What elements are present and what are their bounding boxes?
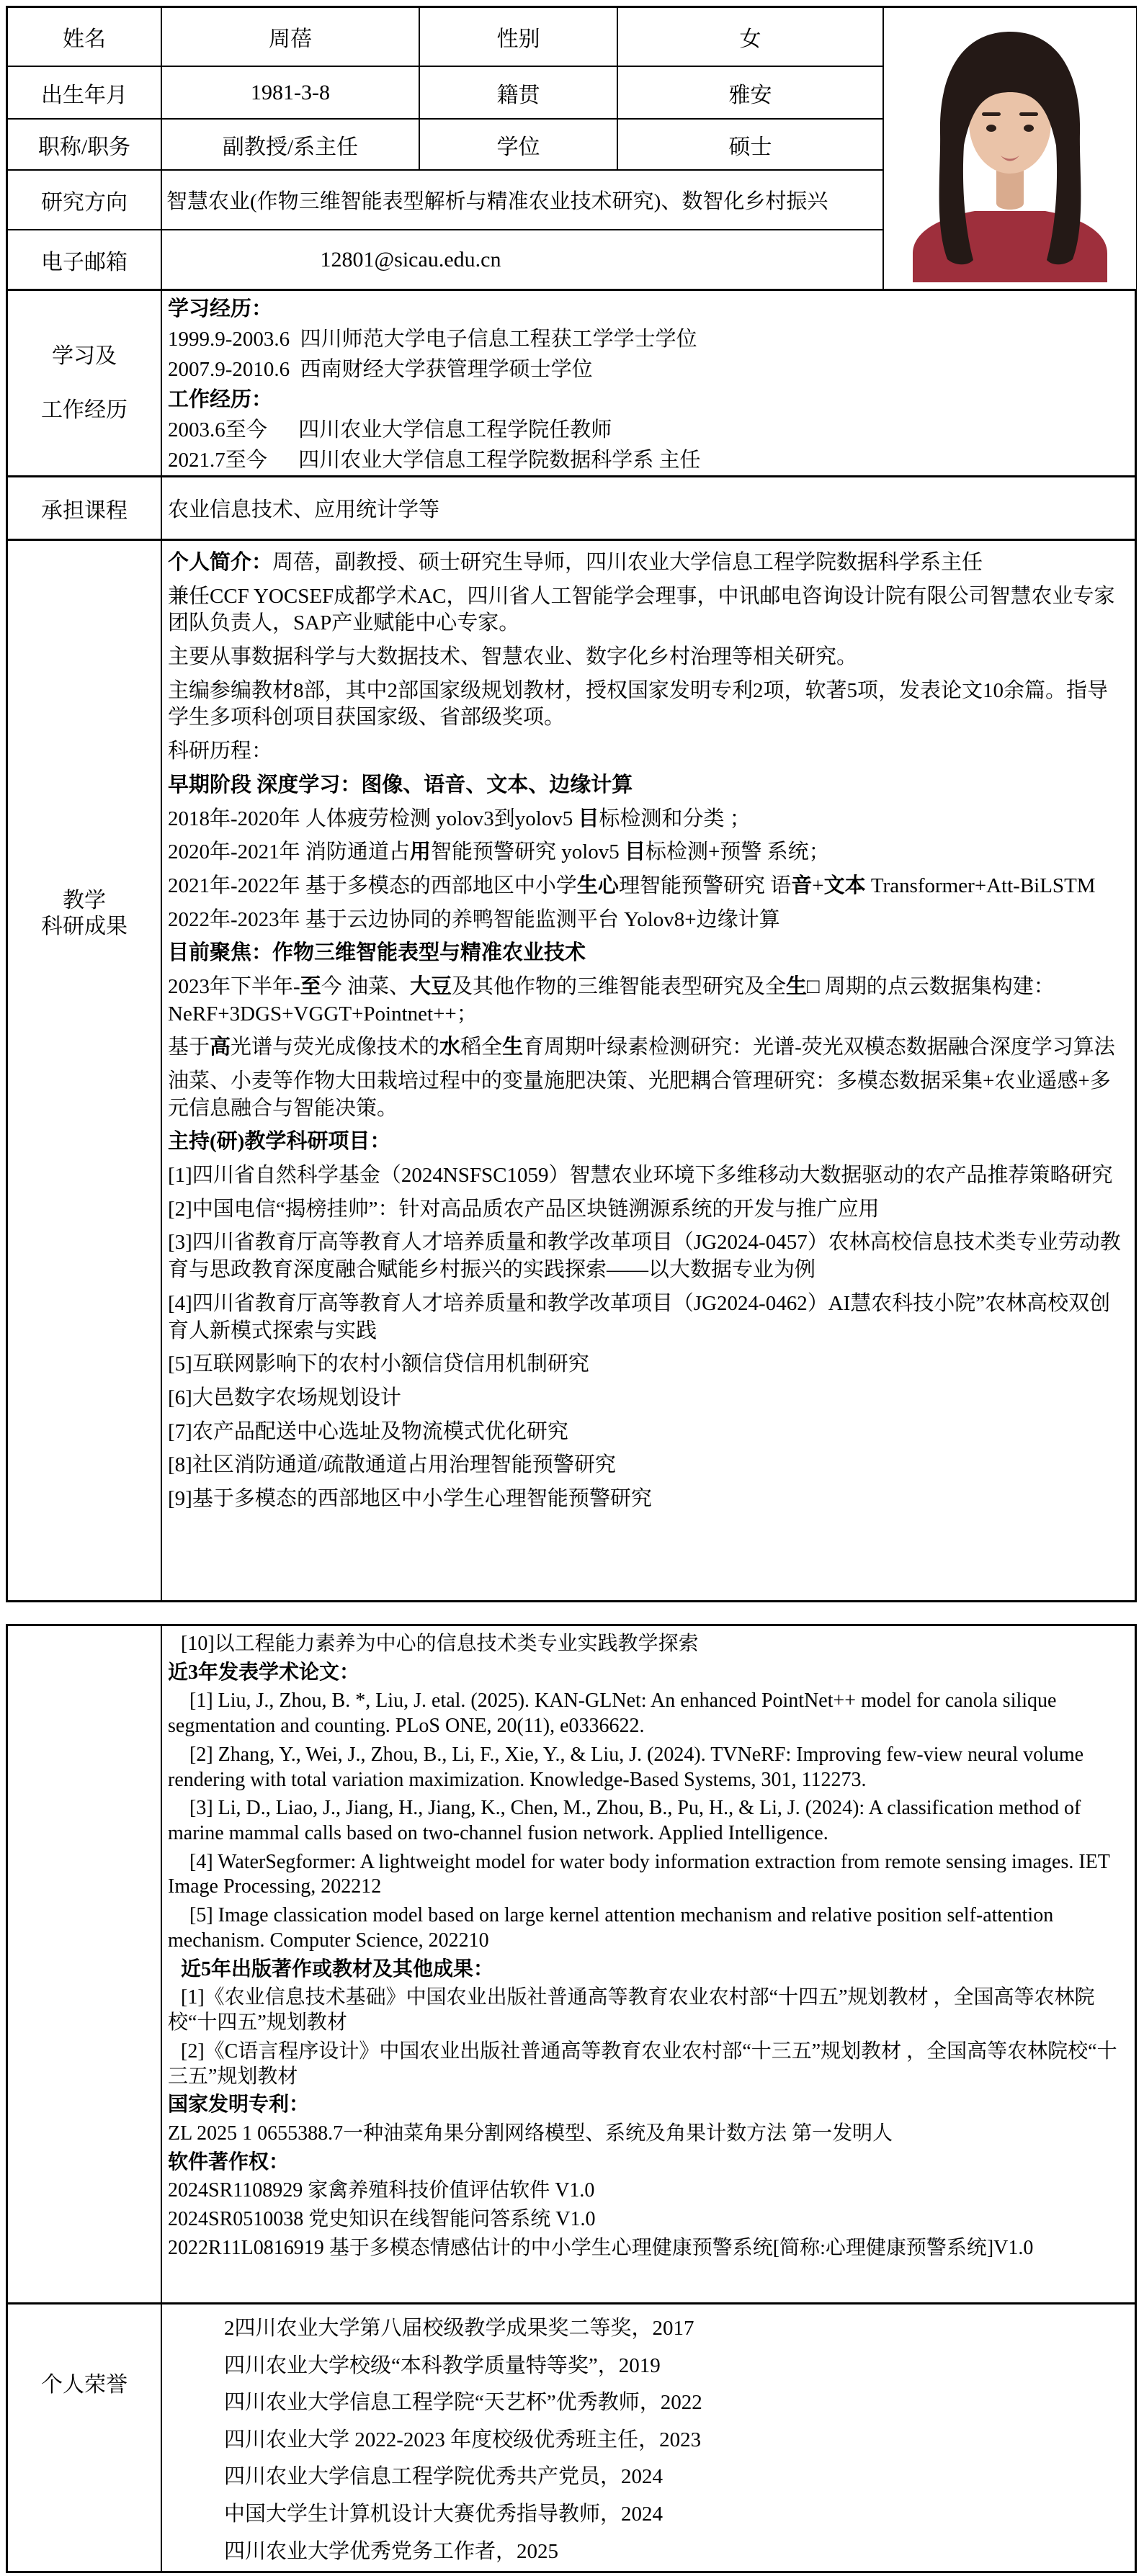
portrait-illustration — [891, 14, 1129, 282]
text-line: 2018年-2020年 人体疲劳检测 yolov3到yolov5 目标检测和分类 ； — [168, 807, 751, 830]
text-line: 2007.9-2010.6 西南财经大学获管理学硕士学位 — [168, 358, 593, 382]
row-birth-origin — [8, 67, 882, 120]
text-line: [8]社区消防通道/疏散通道占用治理智能预警研究 — [168, 1453, 616, 1477]
text-line: [6]大邑数字农场规划设计 — [168, 1386, 401, 1409]
text-line: 主编参编教材8部，其中2部国家级规划教材，授权国家发明专利2项，软著5项，发表论文10余篇。指导学生多项科创项目获国家级、省部级奖项。 — [168, 678, 1109, 730]
title-value: 副教授/系主任 — [162, 120, 420, 169]
left-eyebrow — [982, 112, 1001, 116]
text-line: 油菜、小麦等作物大田栽培过程中的变量施肥决策、光肥耦合管理研究：多模态数据采集+农业遥感+多元信息融合与智能决策。 — [168, 1069, 1111, 1120]
achievements-continued-content — [162, 1626, 1135, 2302]
birth-value: 1981-3-8 — [162, 67, 420, 118]
courses-content: 农业信息技术、应用统计学等 — [168, 498, 440, 521]
row-achievements — [8, 539, 1135, 1600]
row-achievements-continued — [8, 1626, 1135, 2302]
text-line: 学习经历： — [168, 297, 273, 320]
degree-value: 硕士 — [728, 135, 772, 159]
text-line: 基于高光谱与荧光成像技术的水稻全生育周期叶绿素检测研究：光谱-荧光双模态数据融合深度学习算法 — [168, 1036, 1115, 1059]
experience-content — [162, 291, 1135, 475]
text-line: [2]《C语言程序设计》中国农业出版社普通高等教育农业农村部“十三五”规划教材 ，全国高等农林院校“十三五”规划教材 — [168, 2039, 1117, 2088]
text-line: 兼任CCF YOCSEF成都学术AC，四川省人工智能学会理事，中讯邮电咨询设计院有限公司智慧农业专家团队负责人，SAP产业赋能中心专家。 — [168, 584, 1115, 635]
text-line: 2021.7至今 四川农业大学信息工程学院数据科学系 主任 — [168, 449, 701, 472]
courses-label: 承担课程 — [8, 477, 162, 539]
text-line: [5] Image classication model based on large kernel attention mechanism and relative position self-attention mechanism. Computer Science, 202210 — [168, 1904, 1054, 1952]
achievements-content — [162, 541, 1135, 1600]
text-line: 近3年发表学术论文： — [168, 1661, 360, 1684]
text-line: 2四川农业大学第八届校级教学成果奖二等奖，2017 — [224, 2317, 694, 2340]
birth-label: 出生年月 — [8, 67, 162, 118]
text-line: 目前聚焦：作物三维智能表型与精准农业技术 — [168, 941, 586, 965]
honors-label: 个人荣誉 — [8, 2305, 162, 2571]
degree-label: 学位 — [420, 120, 618, 169]
right-eyebrow — [1019, 112, 1038, 116]
text-line: [5]互联网影响下的农村小额信贷信用机制研究 — [168, 1352, 589, 1376]
text-line: 工作经历： — [168, 388, 273, 412]
origin-label: 籍贯 — [420, 67, 618, 118]
text-line: [1]四川省自然科学基金（2024NSFSC1059）智慧农业环境下多维移动大数据驱动的农产品推荐策略研究 — [168, 1164, 1113, 1188]
gender-label: 性别 — [420, 8, 618, 66]
text-line: 四川农业大学 2022-2023 年度校级优秀班主任，2023 — [224, 2428, 702, 2451]
experience-label — [8, 291, 162, 475]
origin-value: 雅安 — [728, 83, 772, 107]
row-email — [8, 230, 882, 289]
text-line: [7]农产品配送中心选址及物流模式优化研究 — [168, 1419, 568, 1443]
profile-fields — [8, 8, 882, 289]
row-title-degree — [8, 120, 882, 171]
honors-content — [162, 2305, 1135, 2571]
text-line: [9]基于多模态的西部地区中小学生心理智能预警研究 — [168, 1486, 652, 1510]
text-line: 2022R11L0816919 基于多模态情感估计的中小学生心理健康预警系统[简称:心理健康预警系统]V1.0 — [168, 2236, 1034, 2259]
text-line: 四川农业大学校级“本科教学质量特等奖”，2019 — [224, 2353, 661, 2377]
text-line: 近5年出版著作或教材及其他成果： — [181, 1957, 494, 1980]
title-label: 职称/职务 — [8, 120, 162, 169]
achievements-label — [8, 541, 162, 1600]
text-line: 2021年-2022年 基于多模态的西部地区中小学生心理智能预警研究 语音+文本 Transformer+Att-BiLSTM — [168, 874, 1096, 897]
neck-shape — [996, 169, 1024, 210]
text-line: 2024SR1108929 家禽养殖科技价值评估软件 V1.0 — [168, 2179, 595, 2202]
profile-header — [8, 8, 1135, 289]
row-experience — [8, 289, 1135, 475]
right-eye — [1024, 125, 1034, 132]
text-line: [3]四川省教育厅高等教育人才培养质量和教学改革项目（JG2024-0457）农林高校信息技术类专业劳动教育与思政教育深度融合赋能乡村振兴的实践探索——以大数据专业为例 — [168, 1231, 1121, 1282]
text-line: 教学 — [63, 889, 106, 912]
text-line: 2023年下半年-至今 油菜、大豆及其他作物的三维智能表型研究及全生□ 周期的点云数据集构建：NeRF+3DGS+VGGT+Pointnet++； — [168, 974, 1055, 1026]
research-value: 智慧农业(作物三维智能表型解析与精准农业技术研究)、数智化乡村振兴 — [166, 190, 828, 213]
row-name-gender — [8, 8, 882, 67]
row-courses — [8, 475, 1135, 539]
text-line: 学习及 — [52, 344, 117, 368]
left-eye — [986, 125, 996, 132]
text-line: 软件著作权： — [168, 2150, 290, 2173]
text-line: 主持(研)教学科研项目： — [168, 1130, 391, 1154]
row-research — [8, 171, 882, 230]
text-line: 四川农业大学优秀党务工作者，2025 — [224, 2539, 559, 2563]
text-line: 主要从事数据科学与大数据技术、智慧农业、数字化乡村治理等相关研究。 — [168, 645, 858, 669]
text-line: 国家发明专利： — [168, 2093, 310, 2117]
name-value: 周蓓 — [162, 8, 420, 66]
text-line: 中国大学生计算机设计大赛优秀指导教师，2024 — [224, 2503, 663, 2526]
text-line: [2] Zhang, Y., Wei, J., Zhou, B., Li, F., Xie, Y., & Liu, J. (2024). TVNeRF: Improving few-view neural volume rendering with total variation maximization. Knowledge-Based Systems, 301, 112273. — [168, 1743, 1084, 1791]
text-line: [2]中国电信“揭榜挂帅”：针对高品质农产品区块链溯源系统的开发与推广应用 — [168, 1197, 880, 1221]
text-line: 2003.6至今 四川农业大学信息工程学院任教师 — [168, 418, 612, 442]
text-line: 1999.9-2003.6 四川师范大学电子信息工程获工学学士学位 — [168, 328, 697, 351]
portrait-photo — [882, 8, 1136, 289]
text-line: [1]《农业信息技术基础》中国农业出版社普通高等教育农业农村部“十四五”规划教材 ，全国高等农林院校“十四五”规划教材 — [168, 1986, 1095, 2034]
text-line: [3] Li, D., Liao, J., Jiang, H., Jiang, K., Chen, M., Zhou, B., Pu, H., & Li, J. (2024): A classification method of marine mammal calls based on two-channel fusion network. Applied Intelligence. — [168, 1797, 1081, 1845]
text-line: ZL 2025 1 0655388.7一种油菜角果分割网络模型、系统及角果计数方法 第一发明人 — [168, 2122, 893, 2145]
research-label: 研究方向 — [8, 171, 162, 229]
text-line: 个人简介：周蓓，副教授、硕士研究生导师，四川农业大学信息工程学院数据科学系主任 — [168, 551, 983, 574]
text-line: 科研成果 — [41, 915, 128, 938]
text-line: 2022年-2023年 基于云边协同的养鸭智能监测平台 Yolov8+边缘计算 — [168, 907, 780, 931]
text-line: 科研历程： — [168, 740, 273, 763]
text-line: 早期阶段 深度学习：图像、语音、文本、边缘计算 — [168, 773, 633, 796]
achievements-continued-label-empty — [8, 1626, 162, 2302]
gender-value: 女 — [739, 27, 761, 51]
row-honors — [8, 2302, 1135, 2571]
name-label: 姓名 — [8, 8, 162, 66]
email-label: 电子邮箱 — [8, 230, 162, 289]
text-line: [1] Liu, J., Zhou, B. *, Liu, J. etal. (2025). KAN-GLNet: An enhanced PointNet++ model for canola silique segmentation and counting. PLoS ONE, 20(11), e0336622. — [168, 1689, 1057, 1738]
email-value: 12801@sicau.edu.cn — [320, 247, 501, 271]
text-line: [4]四川省教育厅高等教育人才培养质量和教学改革项目（JG2024-0462）AI慧农科技小院”农林高校双创育人新模式探索与实践 — [168, 1291, 1111, 1342]
text-line: 四川农业大学信息工程学院优秀共产党员，2024 — [224, 2465, 663, 2489]
profile-table — [6, 6, 1137, 1602]
text-line: [10]以工程能力素养为中心的信息技术类专业实践教学探索 — [181, 1633, 699, 1655]
text-line: 四川农业大学信息工程学院“天艺杯”优秀教师，2022 — [224, 2391, 702, 2415]
text-line: 工作经历 — [41, 398, 128, 422]
text-line: [4] WaterSegformer: A lightweight model for water body information extraction from remote sensing images. IET Image Processing, 202212 — [168, 1850, 1110, 1898]
text-line: 2020年-2021年 消防通道占用智能预警研究 yolov5 目标检测+预警 系统； — [168, 840, 830, 864]
achievements-table-continued — [6, 1624, 1137, 2573]
text-line: 2024SR0510038 党史知识在线智能问答系统 V1.0 — [168, 2208, 596, 2231]
